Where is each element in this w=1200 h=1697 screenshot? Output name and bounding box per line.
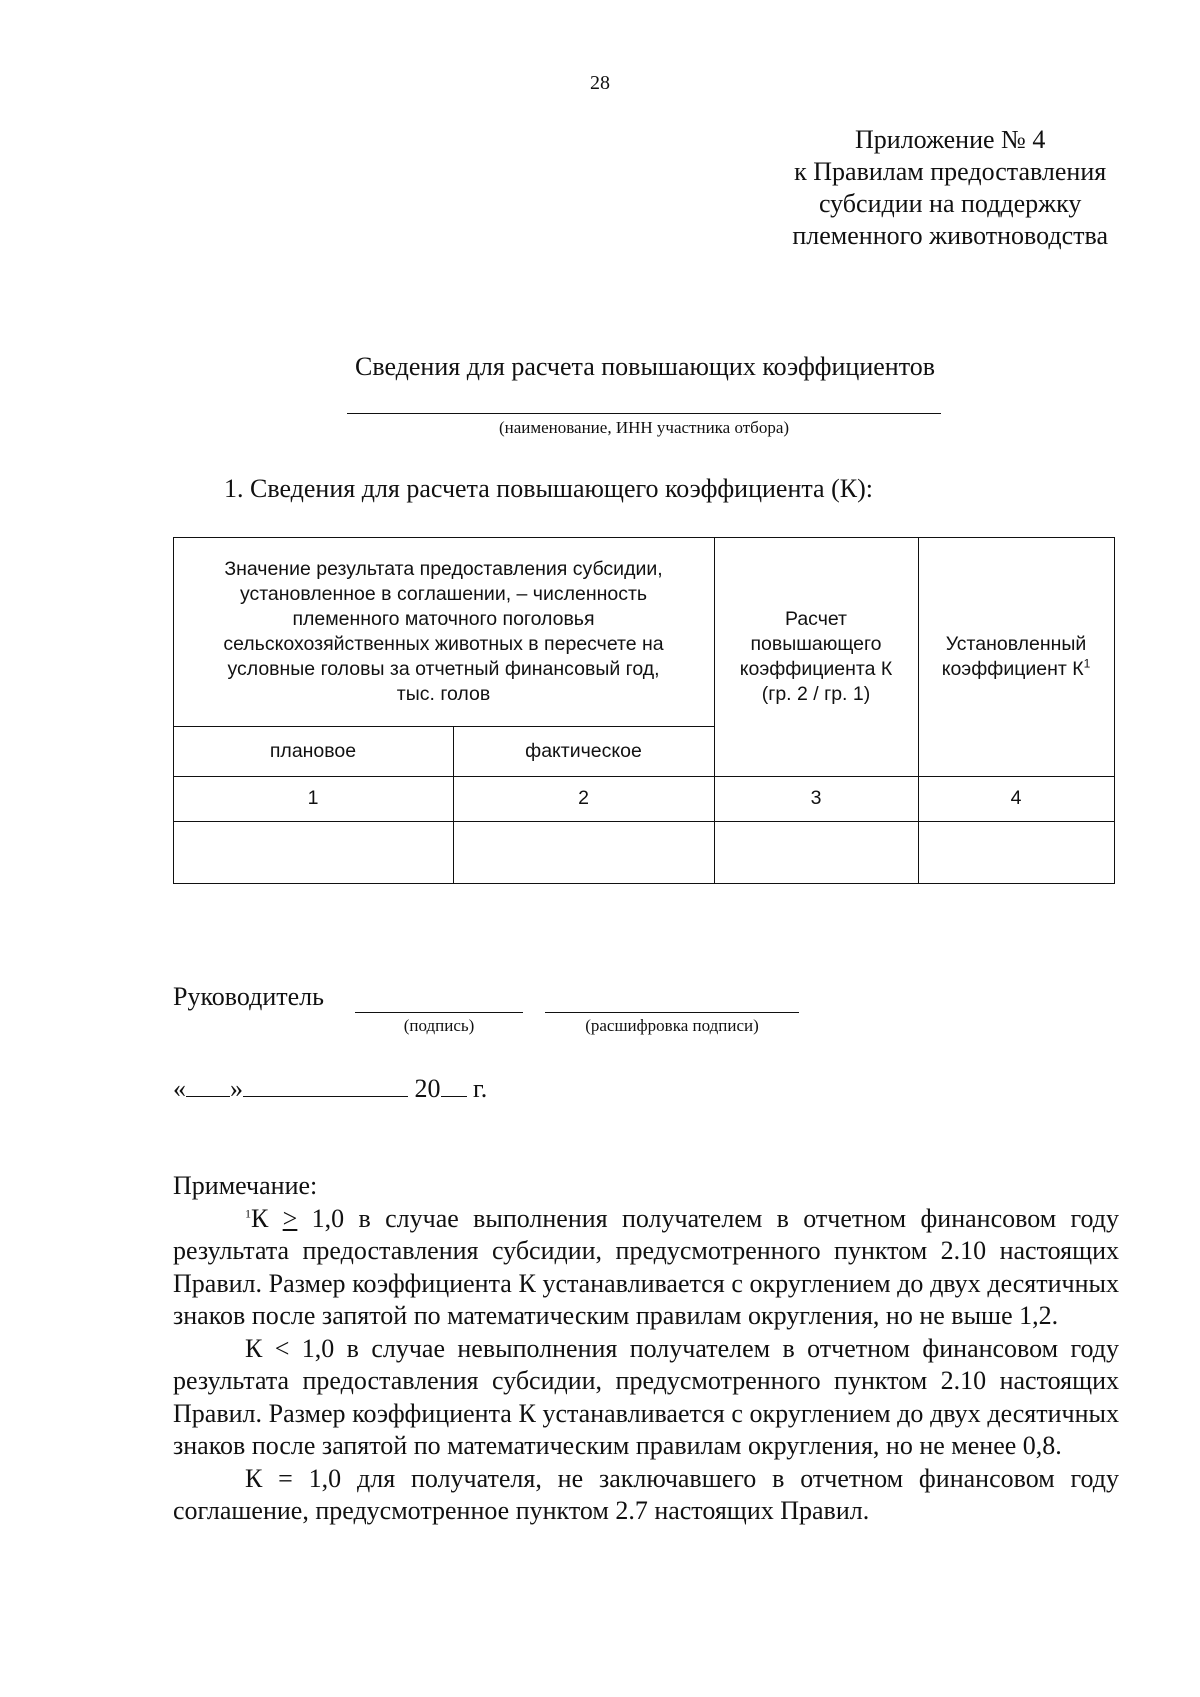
- column-number: 4: [1010, 787, 1022, 809]
- column-number: 3: [810, 787, 822, 809]
- notes: [173, 1170, 1119, 1528]
- note-paragraph: К < 1,0 в случае невыполнения получателем в отчетном финансовом году результата предоставления субсидии, предусмотренного пунктом 2.10 настоящих Правил. Размер коэффициента К устанавливается с округлением до двух десятичных знаков после запятой по математическим правилам округления, но не менее 0,8.: [173, 1333, 1119, 1460]
- appendix-header: [792, 124, 1108, 252]
- participant-name-field[interactable]: [347, 413, 941, 414]
- coefficient-table: [173, 537, 1115, 887]
- notes-heading: Примечание:: [173, 1171, 318, 1200]
- participant-name-caption: (наименование, ИНН участника отбора): [498, 418, 790, 437]
- date-month-field[interactable]: [243, 1072, 408, 1097]
- page-number: 28: [590, 72, 610, 94]
- appendix-line: к Правилам предоставления: [794, 157, 1107, 186]
- header-set-coefficient: Установленный коэффициент $К^1$: [941, 632, 1091, 680]
- appendix-line: Приложение № 4: [855, 125, 1046, 154]
- data-cell-planned[interactable]: [173, 821, 453, 883]
- document-title: Сведения для расчета повышающих коэффициентов: [354, 352, 936, 381]
- column-number: 2: [578, 787, 589, 809]
- column-number: 1: [307, 787, 319, 809]
- date-day-field[interactable]: [186, 1072, 230, 1097]
- header-calculation: Расчет повышающего коэффициента К (гр. 2 / гр. 1): [739, 607, 893, 705]
- signature-field[interactable]: [355, 1012, 523, 1013]
- appendix-line: племенного животноводства: [792, 221, 1108, 250]
- date-line: « » 20 г.: [173, 1074, 488, 1103]
- data-cell-calculation[interactable]: [714, 821, 918, 883]
- header-actual: фактическое: [525, 739, 642, 762]
- data-cell-actual[interactable]: [453, 821, 714, 883]
- date-year-field[interactable]: [441, 1072, 467, 1097]
- head-label: Руководитель: [173, 982, 324, 1011]
- signature-decode-caption: (расшифровка подписи): [585, 1016, 759, 1035]
- data-cell-set-coefficient[interactable]: [918, 821, 1114, 883]
- note-paragraph: К = 1,0 для получателя, не заключавшего в отчетном финансовом году соглашение, предусмотренное пунктом 2.7 настоящих Правил.: [173, 1463, 1119, 1525]
- note-paragraph: $^1$К > 1,0 в случае выполнения получателем в отчетном финансовом году результата предоставления субсидии, предусмотренного пунктом 2.10 настоящих Правил. Размер коэффициента К устанавливается с округлением до двух десятичных знаков после запятой по математическим правилам округления, но не выше 1,2.: [173, 1203, 1119, 1330]
- header-result-value: Значение результата предоставления субсидии, установленное в соглашении, – численность племенного маточного поголовья сельскохозяйственных животных в пересчете на условные головы за отчетный финансовый год, тыс. голов: [223, 557, 664, 705]
- signature-caption: (подпись): [403, 1016, 475, 1035]
- signature-decode-field[interactable]: [545, 1012, 799, 1013]
- appendix-line: субсидии на поддержку: [818, 189, 1082, 218]
- header-planned: плановое: [269, 739, 357, 762]
- section-title: 1. Сведения для расчета повышающего коэффициента (К):: [224, 474, 873, 503]
